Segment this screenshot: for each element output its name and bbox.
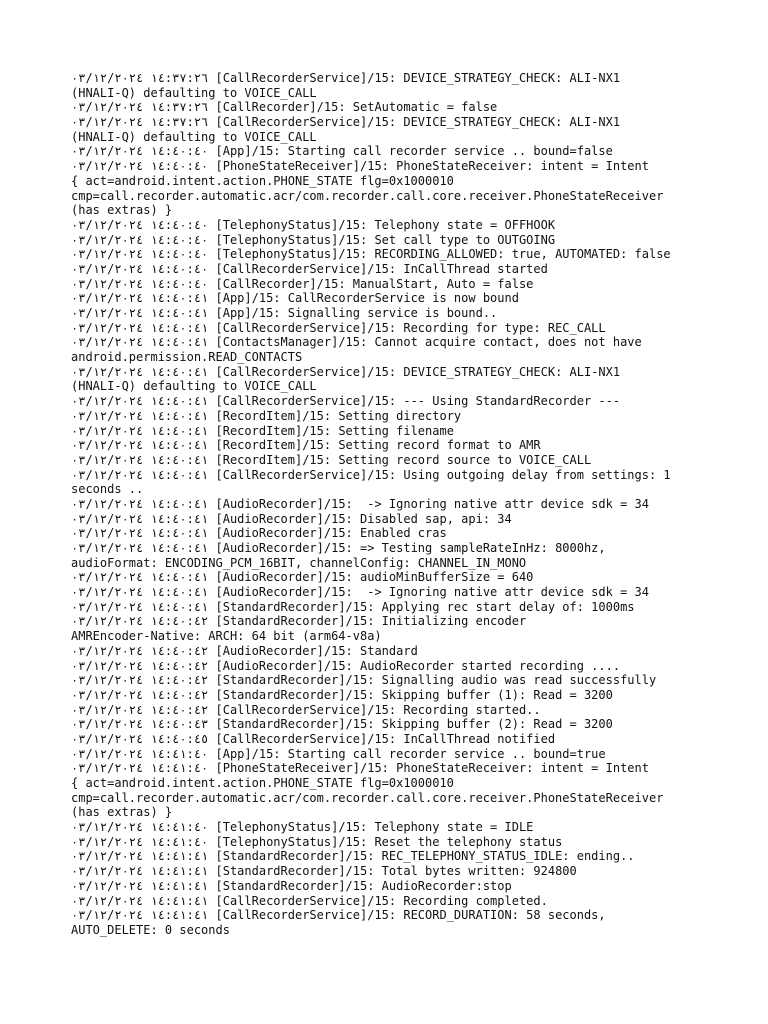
- log-line: ١٤:٤٠:٤٠ ٠٣/١٢/٢٠٢٤ [TelephonyStatus]/15: Set call type to OUTGOING: [71, 232, 556, 247]
- log-line: AMREncoder-Native: ARCH: 64 bit (arm64-v8a): [71, 629, 382, 644]
- log-line: ١٤:٤٠:٤١ ٠٣/١٢/٢٠٢٤ [AudioRecorder]/15: audioMinBufferSize = 640: [71, 570, 534, 585]
- log-line: ١٤:٤٠:٤٢ ٠٣/١٢/٢٠٢٤ [StandardRecorder]/15: Initializing encoder: [71, 614, 527, 629]
- log-line: AUTO_DELETE: 0 seconds: [71, 922, 230, 937]
- log-line: audioFormat: ENCODING_PCM_16BIT, channelConfig: CHANNEL_IN_MONO: [71, 555, 527, 570]
- log-line: ١٤:٣٧:٢٦ ٠٣/١٢/٢٠٢٤ [CallRecorderService]/15: DEVICE_STRATEGY_CHECK: ALI-NX1: [71, 71, 621, 85]
- log-line: android.permission.READ_CONTACTS: [71, 350, 303, 365]
- log-line: ١٤:٤٠:٤١ ٠٣/١٢/٢٠٢٤ [RecordItem]/15: Setting filename: [71, 423, 454, 438]
- log-line: ١٤:٤١:٤١ ٠٣/١٢/٢٠٢٤ [CallRecorderService]/15: Recording completed.: [71, 893, 548, 908]
- log-line: (has extras) }: [71, 805, 173, 820]
- log-line: ١٤:٤١:٤١ ٠٣/١٢/٢٠٢٤ [StandardRecorder]/15: Total bytes written: 924800: [71, 864, 577, 879]
- log-line: { act=android.intent.action.PHONE_STATE flg=0x1000010: [71, 173, 454, 188]
- log-line: ١٤:٤٠:٤٠ ٠٣/١٢/٢٠٢٤ [CallRecorderService]/15: InCallThread started: [71, 261, 548, 276]
- log-line: ١٤:٤١:٤١ ٠٣/١٢/٢٠٢٤ [StandardRecorder]/15: AudioRecorder:stop: [71, 878, 512, 893]
- log-line: ١٤:٤١:٤١ ٠٣/١٢/٢٠٢٤ [CallRecorderService]/15: RECORD_DURATION: 58 seconds,: [71, 908, 606, 923]
- log-line: ١٤:٤٠:٤١ ٠٣/١٢/٢٠٢٤ [App]/15: CallRecorderService is now bound: [71, 291, 519, 306]
- log-line: ١٤:٤١:٤١ ٠٣/١٢/٢٠٢٤ [StandardRecorder]/15: REC_TELEPHONY_STATUS_IDLE: ending..: [71, 849, 635, 864]
- log-line: ١٤:٤٠:٤١ ٠٣/١٢/٢٠٢٤ [CallRecorderService]/15: --- Using StandardRecorder ---: [71, 394, 621, 409]
- log-line: seconds ..: [71, 482, 144, 497]
- log-line: ١٤:٤٠:٤٣ ٠٣/١٢/٢٠٢٤ [StandardRecorder]/15: Skipping buffer (2): Read = 3200: [71, 717, 613, 732]
- log-line: ١٤:٤٠:٤١ ٠٣/١٢/٢٠٢٤ [App]/15: Signalling service is bound..: [71, 306, 498, 320]
- log-line: ١٤:٤٠:٤١ ٠٣/١٢/٢٠٢٤ [CallRecorderService]/15: DEVICE_STRATEGY_CHECK: ALI-NX1: [71, 364, 621, 379]
- log-line: ١٤:٤٠:٤٠ ٠٣/١٢/٢٠٢٤ [CallRecorder]/15: ManualStart, Auto = false: [71, 276, 534, 291]
- log-line: ١٤:٤٠:٤١ ٠٣/١٢/٢٠٢٤ [CallRecorderService]/15: Recording for type: REC_CALL: [71, 320, 606, 335]
- log-line: ١٤:٤٠:٤١ ٠٣/١٢/٢٠٢٤ [ContactsManager]/15: Cannot acquire contact, does not have: [71, 335, 642, 350]
- log-line: ١٤:٤١:٤٠ ٠٣/١٢/٢٠٢٤ [TelephonyStatus]/15: Reset the telephony status: [71, 834, 563, 849]
- log-line: (HNALI-Q) defaulting to VOICE_CALL: [71, 129, 317, 144]
- log-line: ١٤:٣٧:٢٦ ٠٣/١٢/٢٠٢٤ [CallRecorderService]/15: DEVICE_STRATEGY_CHECK: ALI-NX1: [71, 115, 621, 130]
- log-line: ١٤:٤١:٤٠ ٠٣/١٢/٢٠٢٤ [TelephonyStatus]/15: Telephony state = IDLE: [71, 820, 534, 835]
- log-line: ١٤:٤٠:٤١ ٠٣/١٢/٢٠٢٤ [AudioRecorder]/15: -> Ignoring native attr device sdk = 34: [71, 585, 649, 600]
- log-line: ١٤:٣٧:٢٦ ٠٣/١٢/٢٠٢٤ [CallRecorder]/15: SetAutomatic = false: [71, 100, 498, 115]
- log-line: ١٤:٤٠:٤١ ٠٣/١٢/٢٠٢٤ [AudioRecorder]/15: Disabled sap, api: 34: [71, 511, 512, 526]
- log-line: (has extras) }: [71, 203, 173, 218]
- log-line: ١٤:٤٠:٤٢ ٠٣/١٢/٢٠٢٤ [StandardRecorder]/15: Signalling audio was read successfully: [71, 673, 657, 688]
- log-line: ١٤:٤١:٤٠ ٠٣/١٢/٢٠٢٤ [App]/15: Starting call recorder service .. bound=true: [71, 746, 606, 761]
- log-line: ١٤:٤٠:٤٢ ٠٣/١٢/٢٠٢٤ [CallRecorderService]/15: Recording started..: [71, 702, 541, 717]
- log-line: ١٤:٤٠:٤٠ ٠٣/١٢/٢٠٢٤ [TelephonyStatus]/15: Telephony state = OFFHOOK: [71, 217, 556, 232]
- log-line: ١٤:٤٠:٤١ ٠٣/١٢/٢٠٢٤ [AudioRecorder]/15: => Testing sampleRateInHz: 8000hz,: [71, 541, 606, 555]
- log-line: cmp=call.recorder.automatic.acr/com.recorder.call.core.receiver.PhoneStateReceiver: [71, 790, 664, 805]
- log-line: ١٤:٤٠:٤١ ٠٣/١٢/٢٠٢٤ [CallRecorderService]/15: Using outgoing delay from settings: 1: [71, 467, 671, 482]
- log-line: ١٤:٤٠:٤٠ ٠٣/١٢/٢٠٢٤ [App]/15: Starting call recorder service .. bound=false: [71, 144, 613, 159]
- log-line: ١٤:٤٠:٤٥ ٠٣/١٢/٢٠٢٤ [CallRecorderService]/15: InCallThread notified: [71, 731, 556, 746]
- log-line: (HNALI-Q) defaulting to VOICE_CALL: [71, 85, 317, 100]
- log-line: ١٤:٤٠:٤١ ٠٣/١٢/٢٠٢٤ [RecordItem]/15: Setting record source to VOICE_CALL: [71, 452, 592, 467]
- log-line: ١٤:٤٠:٤٠ ٠٣/١٢/٢٠٢٤ [PhoneStateReceiver]/15: PhoneStateReceiver: intent = Intent: [71, 159, 649, 174]
- log-line: ١٤:٤٠:٤١ ٠٣/١٢/٢٠٢٤ [AudioRecorder]/15: -> Ignoring native attr device sdk = 34: [71, 496, 649, 511]
- log-line: ١٤:٤٠:٤٠ ٠٣/١٢/٢٠٢٤ [TelephonyStatus]/15: RECORDING_ALLOWED: true, AUTOMATED: false: [71, 247, 671, 262]
- log-line: ١٤:٤٠:٤١ ٠٣/١٢/٢٠٢٤ [StandardRecorder]/15: Applying rec start delay of: 1000ms: [71, 599, 635, 614]
- log-line: ١٤:٤٠:٤١ ٠٣/١٢/٢٠٢٤ [RecordItem]/15: Setting record format to AMR: [71, 438, 541, 453]
- log-line: ١٤:٤١:٤٠ ٠٣/١٢/٢٠٢٤ [PhoneStateReceiver]/15: PhoneStateReceiver: intent = Intent: [71, 761, 649, 776]
- log-line: ١٤:٤٠:٤٢ ٠٣/١٢/٢٠٢٤ [StandardRecorder]/15: Skipping buffer (1): Read = 3200: [71, 687, 613, 702]
- log-line: cmp=call.recorder.automatic.acr/com.recorder.call.core.receiver.PhoneStateReceiver: [71, 188, 664, 203]
- log-line: ١٤:٤٠:٤٢ ٠٣/١٢/٢٠٢٤ [AudioRecorder]/15: AudioRecorder started recording ....: [71, 658, 621, 673]
- log-line: ١٤:٤٠:٤٢ ٠٣/١٢/٢٠٢٤ [AudioRecorder]/15: Standard: [71, 643, 418, 658]
- log-line: { act=android.intent.action.PHONE_STATE flg=0x1000010: [71, 776, 454, 790]
- log-line: ١٤:٤٠:٤١ ٠٣/١٢/٢٠٢٤ [RecordItem]/15: Setting directory: [71, 408, 462, 423]
- log-line: ١٤:٤٠:٤١ ٠٣/١٢/٢٠٢٤ [AudioRecorder]/15: Enabled cras: [71, 526, 447, 541]
- log-text-view: [71, 71, 711, 938]
- log-line: (HNALI-Q) defaulting to VOICE_CALL: [71, 379, 317, 394]
